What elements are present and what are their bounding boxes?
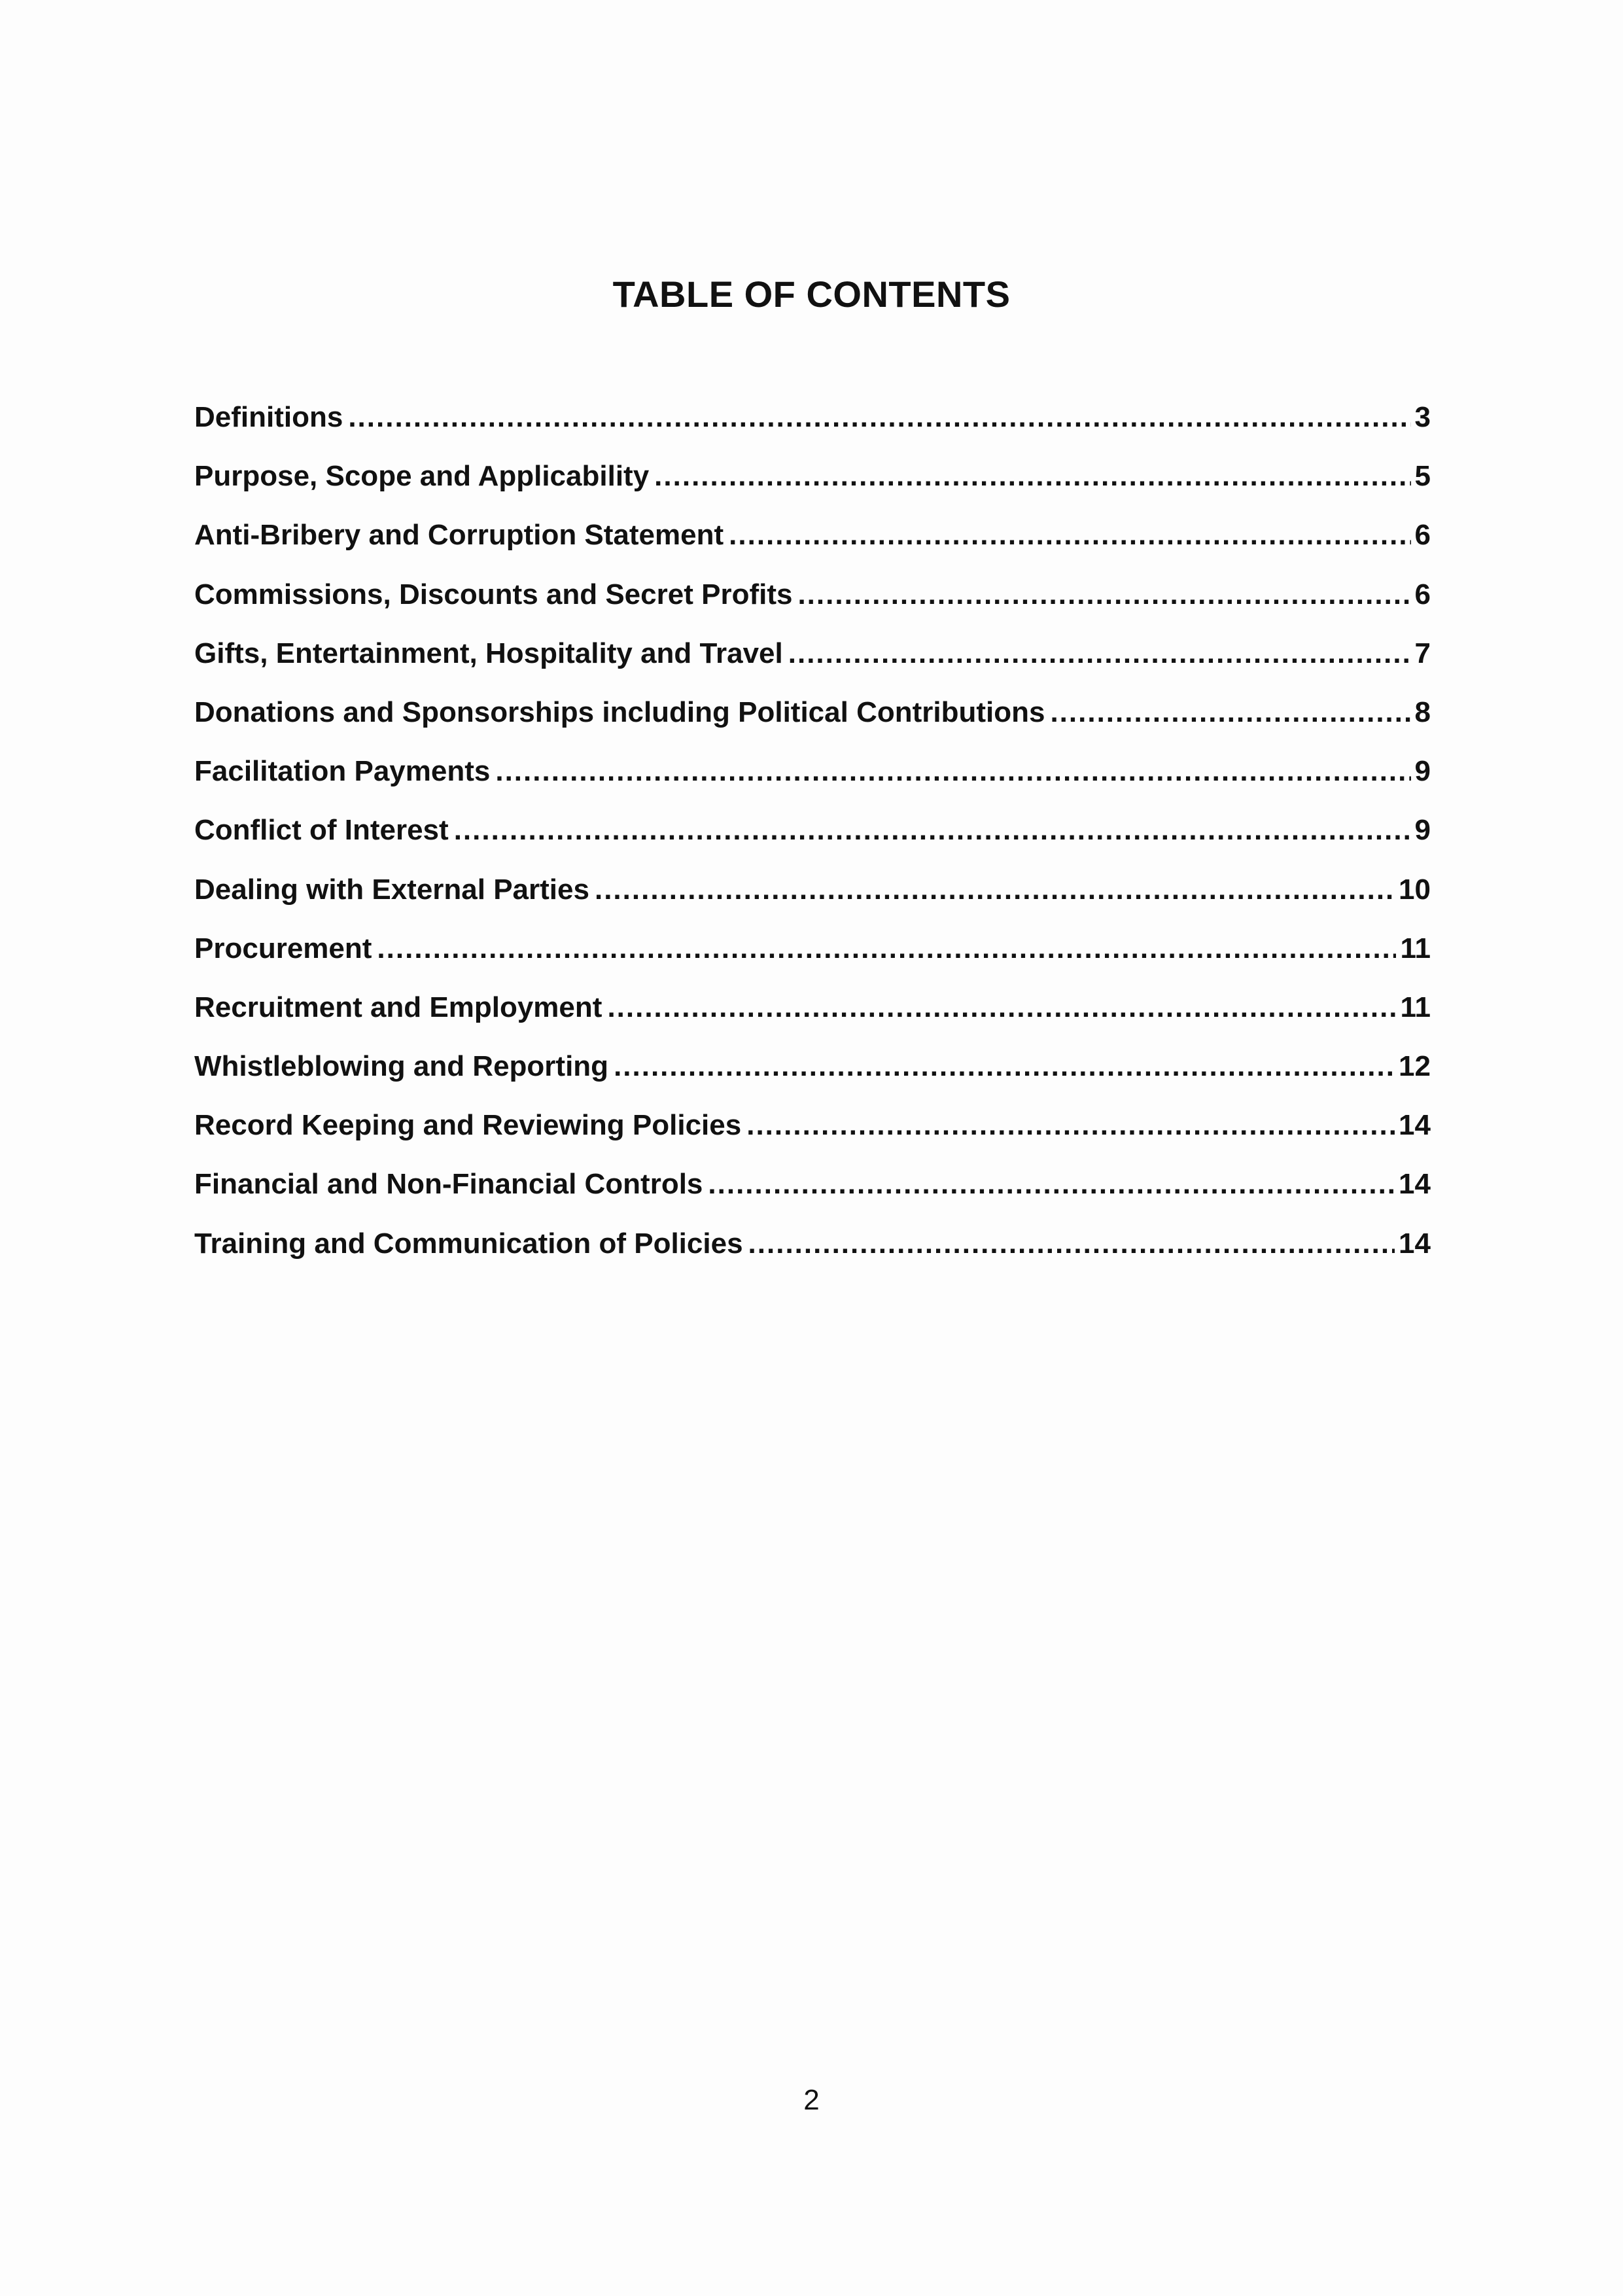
toc-dot-leader [595,870,1395,910]
toc-entry-definitions[interactable] [194,398,1431,457]
toc-entry-label: Procurement [194,932,372,964]
toc-entry-conflict[interactable] [194,811,1431,870]
toc-entry-donations[interactable] [194,693,1431,752]
toc-entry-procurement[interactable] [194,929,1431,988]
page-title: TABLE OF CONTENTS [612,274,1011,315]
toc-entry-record-keeping[interactable] [194,1106,1431,1165]
toc-dot-leader [377,929,1396,968]
toc-dot-leader [797,575,1410,614]
toc-entry-controls[interactable] [194,1165,1431,1224]
toc-entry-label: Anti-Bribery and Corruption Statement [194,519,724,552]
toc-entry-page: 9 [1414,814,1431,847]
toc-entry-page: 14 [1399,1168,1431,1201]
toc-entry-training[interactable] [194,1224,1431,1283]
toc-entry-label: Whistleblowing and Reporting [194,1050,609,1083]
toc-entry-purpose-scope[interactable] [194,457,1431,516]
toc-entry-label: Dealing with External Parties [194,873,589,906]
toc-entry-page: 5 [1414,460,1431,493]
toc-entry-page: 14 [1399,1227,1431,1260]
toc-list [194,398,1431,1283]
toc-entry-gifts[interactable] [194,634,1431,693]
toc-dot-leader [1050,693,1410,732]
toc-entry-page: 6 [1414,519,1431,552]
toc-dot-leader [348,398,1410,437]
toc-dot-leader [607,988,1396,1027]
toc-entry-page: 3 [1414,401,1431,433]
toc-entry-label: Donations and Sponsorships including Political Contributions [194,696,1045,728]
toc-dot-leader [654,457,1410,496]
toc-entry-recruitment[interactable] [194,988,1431,1047]
toc-entry-label: Definitions [194,401,343,433]
page-number: 2 [803,2084,820,2116]
toc-entry-page: 8 [1414,696,1431,728]
toc-dot-leader [708,1165,1395,1204]
toc-dot-leader [788,634,1411,673]
toc-entry-anti-bribery[interactable] [194,516,1431,574]
toc-dot-leader [454,811,1411,850]
toc-entry-page: 7 [1414,637,1431,669]
toc-entry-whistleblowing[interactable] [194,1047,1431,1106]
toc-dot-leader [495,752,1410,791]
toc-entry-commissions[interactable] [194,575,1431,634]
toc-entry-page: 9 [1414,755,1431,788]
toc-entry-facilitation[interactable] [194,752,1431,811]
toc-dot-leader [746,1106,1395,1145]
toc-entry-label: Training and Communication of Policies [194,1227,743,1260]
toc-entry-page: 11 [1400,932,1431,964]
toc-entry-label: Recruitment and Employment [194,991,602,1023]
toc-entry-page: 6 [1414,578,1431,610]
toc-entry-label: Facilitation Payments [194,755,491,788]
toc-entry-label: Purpose, Scope and Applicability [194,460,650,493]
toc-entry-label: Conflict of Interest [194,814,449,847]
toc-entry-external-parties[interactable] [194,870,1431,929]
toc-entry-page: 10 [1399,873,1431,906]
toc-dot-leader [614,1047,1395,1086]
toc-entry-page: 14 [1399,1109,1431,1142]
toc-entry-label: Commissions, Discounts and Secret Profits [194,578,793,610]
toc-entry-page: 12 [1399,1050,1431,1083]
toc-dot-leader [729,516,1410,555]
toc-entry-page: 11 [1400,991,1431,1023]
toc-entry-label: Gifts, Entertainment, Hospitality and Travel [194,637,783,669]
toc-entry-label: Financial and Non-Financial Controls [194,1168,703,1201]
toc-dot-leader [748,1224,1395,1263]
toc-entry-label: Record Keeping and Reviewing Policies [194,1109,742,1142]
